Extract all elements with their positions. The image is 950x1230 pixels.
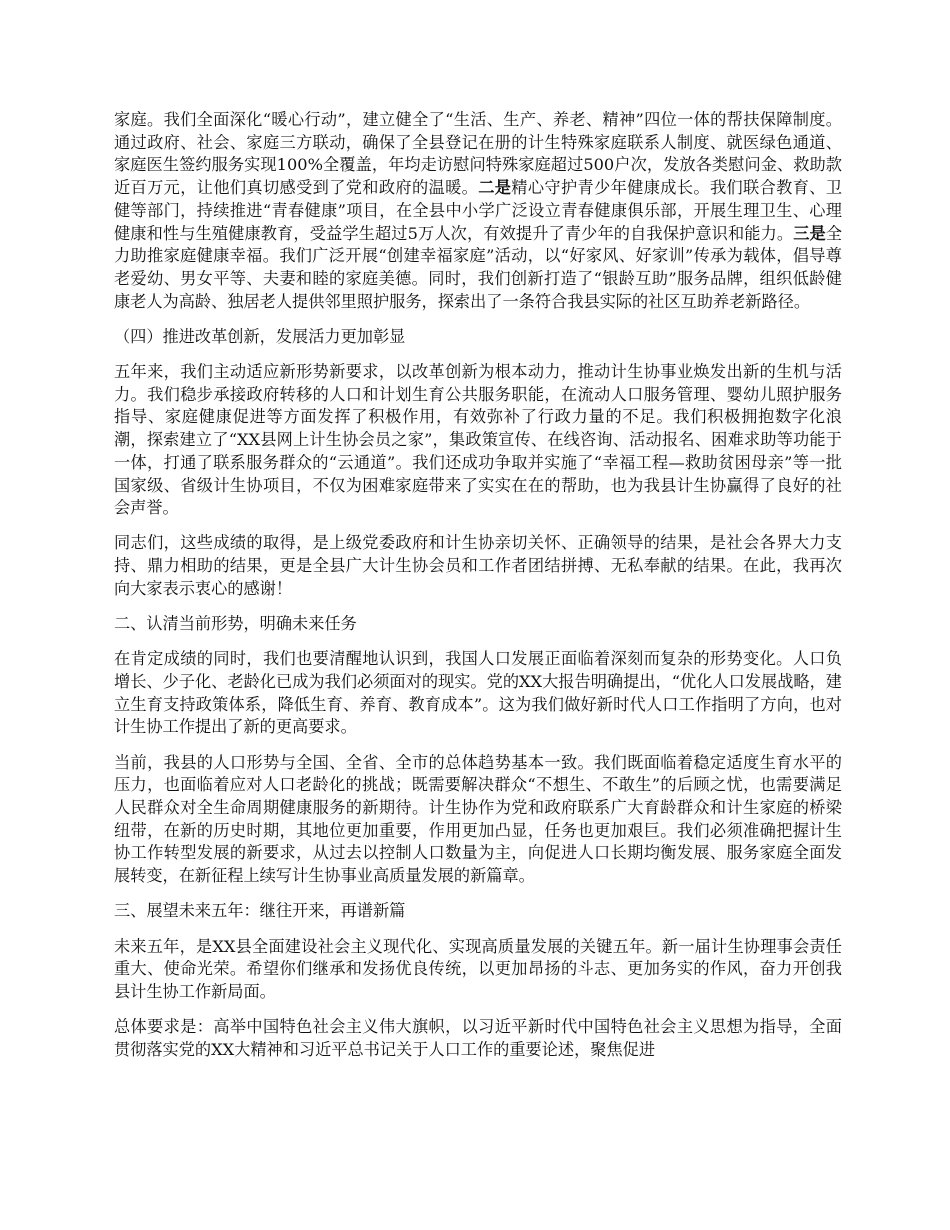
paragraph-special-families <box>114 109 842 313</box>
paragraph-outlook: 未来五年，是XX县全面建设社会主义现代化、实现高质量发展的关键五年。新一届计生协理事会责任重大、使命光荣。希望你们继承和发扬优良传统，以更加昂扬的斗志、更加务实的作风，奋力开创我县计生协工作新局面。 <box>114 936 842 1001</box>
emphasis-second: 二是 <box>478 178 512 198</box>
section-heading-situation: 二、认清当前形势，明确未来任务 <box>114 614 357 634</box>
paragraph-situation-national: 在肯定成绩的同时，我们也要清醒地认识到，我国人口发展正面临着深刻而复杂的形势变化。人口负增长、少子化、老龄化已成为我们必须面对的现实。党的XX大报告明确提出，“优化人口发展战略，建立生育支持政策体系，降低生育、养育、教育成本”。这为我们做好新时代人口工作指明了方向，也对计生协工作提出了新的更高要求。 <box>114 649 842 737</box>
document-page <box>114 109 842 1074</box>
paragraph-general-requirements: 总体要求是：高举中国特色社会主义伟大旗帜，以习近平新时代中国特色社会主义思想为指导，全面贯彻落实党的XX大精神和习近平总书记关于人口工作的重要论述，聚焦促进 <box>114 1017 842 1059</box>
paragraph-thanks: 同志们，这些成绩的取得，是上级党委政府和计生协亲切关怀、正确领导的结果，是社会各界大力支持、鼎力相助的结果，更是全县广大计生协会员和工作者团结拼搏、无私奉献的结果。在此，我再次向大家表示衷心的感谢！ <box>114 533 842 598</box>
paragraph-reform: 五年来，我们主动适应新形势新要求，以改革创新为根本动力，推动计生协事业焕发出新的生机与活力。我们稳步承接政府转移的人口和计划生育公共服务职能，在流动人口服务管理、婴幼儿照护服务指导、家庭健康促进等方面发挥了积极作用，有效弥补了行政力量的不足。我们积极拥抱数字化浪潮，探索建立了“XX县网上计生协会员之家”，集政策宣传、在线咨询、活动报名、困难求助等功能于一体，打通了联系服务群众的“云通道”。我们还成功争取并实施了“幸福工程—救助贫困母亲”等一批国家级、省级计生协项目，不仅为困难家庭带来了实实在在的帮助，也为我县计生协赢得了良好的社会声誉。 <box>114 362 842 518</box>
paragraph-text: 家庭。我们全面深化“暖心行动”，建立健全了“生活、生产、养老、精神”四位一体的帮扶保障制度。通过政府、社会、家庭三方联动，确保了全县登记在册的计生特殊家庭联系人制度、就医绿色通道、家庭医生签约服务实现100%全覆盖，年均走访慰问特殊家庭超过500户次，发放各类慰问金、救助款近百万元，让他们真切感受到了党和政府的温暖。 <box>114 110 842 198</box>
section-heading-outlook: 三、展望未来五年：继往开来，再谱新篇 <box>114 901 406 921</box>
paragraph-situation-county: 当前，我县的人口形势与全国、全省、全市的总体趋势基本一致。我们既面临着稳定适度生育水平的压力，也面临着应对人口老龄化的挑战；既需要解决群众“不想生、不敢生”的后顾之忧，也需要满足人民群众对全生命周期健康服务的新期待。计生协作为党和政府联系广大育龄群众和计生家庭的桥梁纽带，在新的历史时期，其地位更加重要，作用更加凸显，任务也更加艰巨。我们必须准确把握计生协工作转型发展的新要求，从过去以控制人口数量为主，向促进人口长期均衡发展、服务家庭全面发展转变，在新征程上续写计生协事业高质量发展的新篇章。 <box>114 752 842 886</box>
emphasis-third: 三是 <box>793 223 826 243</box>
section-heading-reform: （四）推进改革创新，发展活力更加彰显 <box>114 326 406 346</box>
paragraph-text: 精心守护青少年健康成长。我们联合教育、卫健等部门，持续推进“青春健康”项目，在全县中小学广泛设立青春健康俱乐部，开展生理卫生、心理健康和性与生殖健康教育，受益学生超过5万人次，有效提升了青少年的自我保护意识和能力。 <box>114 178 843 243</box>
paragraph-text: 全力助推家庭健康幸福。我们广泛开展“创建幸福家庭”活动，以“好家风、好家训”传承为载体，倡导尊老爱幼、男女平等、夫妻和睦的家庭美德。同时，我们创新打造了“银龄互助”服务品牌，组织低龄健康老人为高龄、独居老人提供邻里照护服务，探索出了一条符合我县实际的社区互助养老新路径。 <box>114 223 843 311</box>
